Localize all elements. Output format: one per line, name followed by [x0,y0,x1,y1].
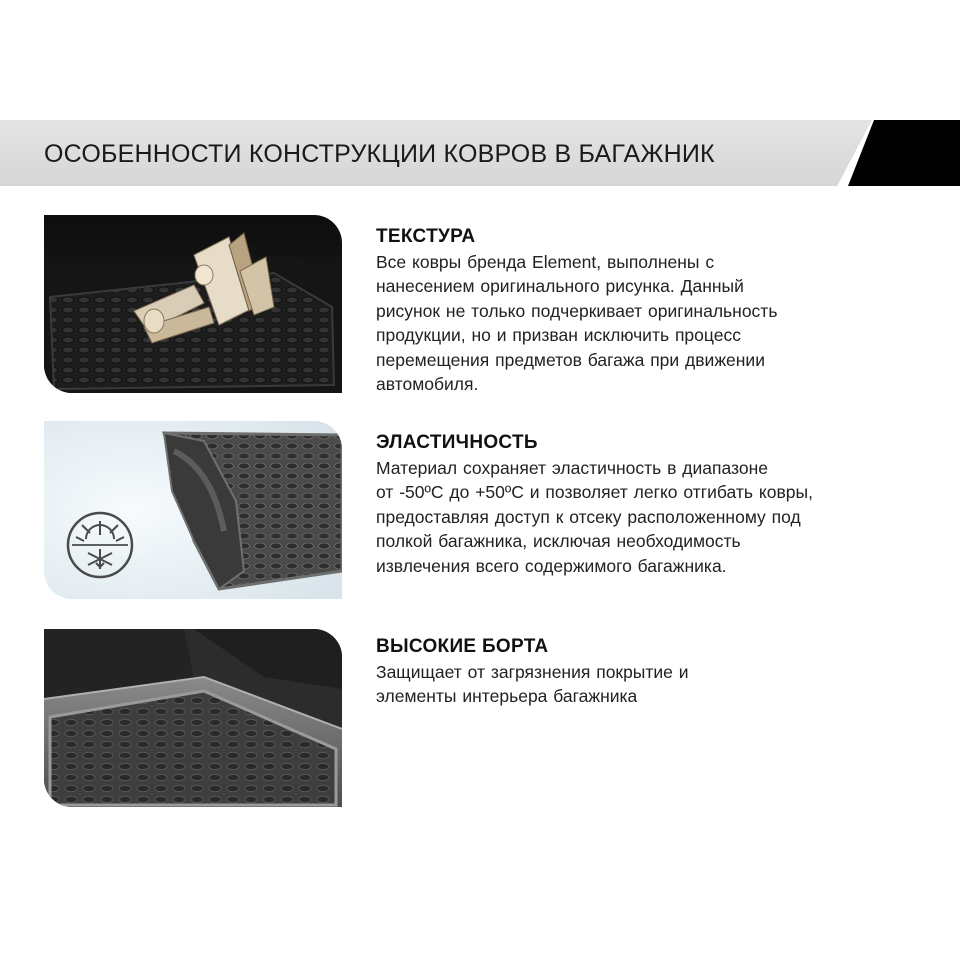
feature-text-line: автомобиля. [376,374,479,395]
feature-text-line: от -50ºС до +50ºС и позволяет легко отгибать ковры, [376,482,813,503]
trunk-mat-with-firewood-photo [44,215,342,393]
feature-text-line: извлечения всего содержимого багажника. [376,555,727,576]
feature-text-line: Материал сохраняет эластичность в диапазоне [376,458,768,478]
feature-text-line: продукции, но и призван исключить процесс [376,325,741,346]
feature-text-line: нанесением оригинального рисунка. Данный [376,276,744,297]
feature-text-texture [376,250,936,396]
feature-title-elasticity: ЭЛАСТИЧНОСТЬ [376,432,538,453]
feature-title-texture: ТЕКСТУРА [376,226,476,247]
feature-text-line: Все ковры бренда Element, выполнены с [376,252,715,272]
feature-text-high-rims [376,660,936,709]
feature-text-line: Защищает от загрязнения покрытие и [376,662,689,682]
bent-mat-on-snow-photo [44,421,342,599]
page-title: ОСОБЕННОСТИ КОНСТРУКЦИИ КОВРОВ В БАГАЖНИК [44,140,715,168]
feature-text-elasticity [376,456,936,578]
sun-snowflake-icon [68,513,132,577]
feature-text-line: перемещения предметов багажа при движении [376,349,765,370]
feature-text-line: предоставляя доступ к отсеку расположенному под [376,506,801,527]
feature-text-line: элементы интерьера багажника [376,686,638,707]
high-rim-mat-photo [44,629,342,807]
feature-text-line: полкой багажника, исключая необходимость [376,531,741,552]
feature-title-high-rims: ВЫСОКИЕ БОРТА [376,636,549,657]
feature-text-line: рисунок не только подчеркивает оригинальность [376,300,778,321]
